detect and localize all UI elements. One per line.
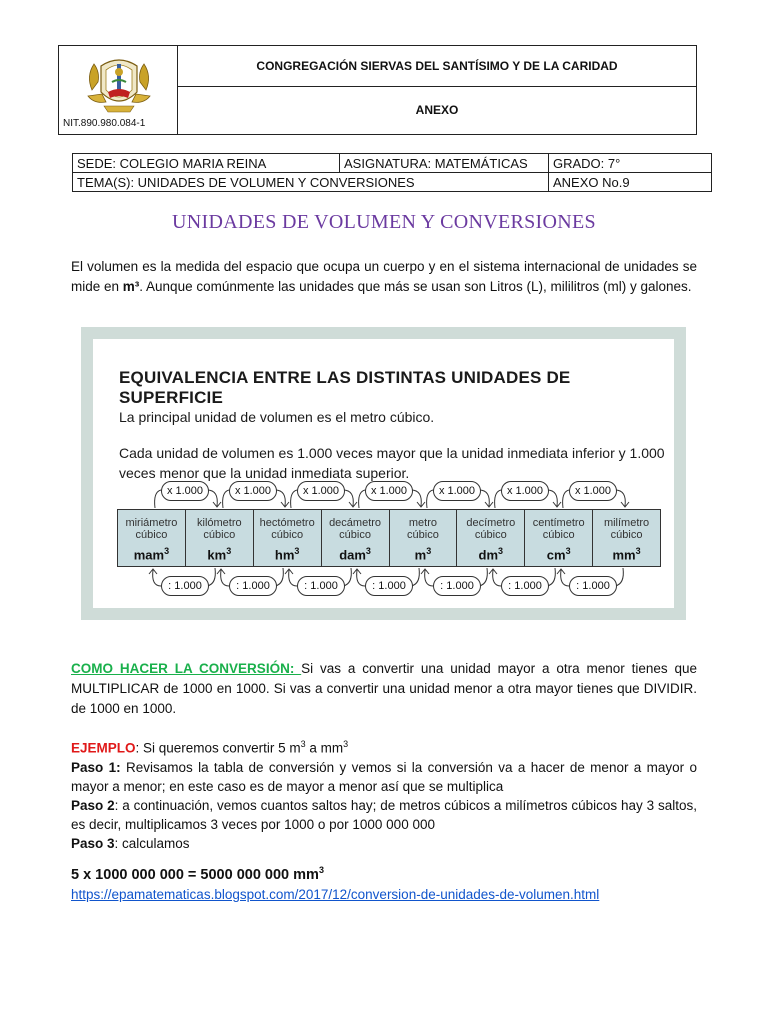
institution-name: CONGREGACIÓN SIERVAS DEL SANTÍSIMO Y DE LA CARIDAD — [178, 46, 696, 87]
unit-name: hectómetro — [259, 517, 315, 529]
step-2-label: Paso 2 — [71, 797, 115, 813]
unit-name: centímetro — [532, 517, 585, 529]
unit-cell-hm — [254, 510, 322, 566]
divide-arrow-head — [489, 569, 501, 586]
multiply-bubble: x 1.000 — [569, 481, 617, 501]
unit-symbol — [457, 545, 524, 561]
step-3-text: : calculamos — [114, 835, 190, 851]
example-block — [71, 735, 697, 853]
unit-name: kilómetro — [197, 517, 242, 529]
example-label: EJEMPLO — [71, 740, 136, 756]
divide-bubble: : 1.000 — [161, 576, 209, 596]
multiply-arrow — [155, 490, 161, 508]
multiply-arrow-head — [411, 490, 425, 507]
figure-line-2: Cada unidad de volumen es 1.000 veces mayor que la unidad inmediata inferior y 1.000 veces menor que la unidad inmediata superior. — [119, 445, 665, 481]
multiply-bubble: x 1.000 — [365, 481, 413, 501]
unit-cubic: cúbico — [135, 529, 168, 541]
multiply-bubble: x 1.000 — [229, 481, 277, 501]
result-exp: 3 — [318, 865, 324, 875]
unit-cubic: cúbico — [542, 529, 575, 541]
unit-cubic: cúbico — [339, 529, 371, 541]
unit-cell-mam — [118, 510, 186, 566]
unit-cell-dm — [457, 510, 525, 566]
divide-arrow-head — [557, 569, 569, 586]
unit-symbol — [593, 545, 660, 561]
step-1 — [71, 758, 697, 796]
divide-bubble: : 1.000 — [433, 576, 481, 596]
multiply-arrow — [427, 490, 433, 508]
unit-symbol-text: hm — [274, 547, 295, 563]
divide-bubble: : 1.000 — [297, 576, 345, 596]
unit-symbol-text: m — [414, 547, 427, 563]
unit-symbol — [254, 545, 321, 561]
step-3 — [71, 834, 697, 853]
divide-arrow-head — [217, 569, 229, 586]
divide-arrow-head — [421, 569, 433, 586]
unit-symbol-text: mm — [612, 547, 636, 563]
intro-unit: m³ — [122, 279, 140, 294]
asignatura-cell: ASIGNATURA: MATEMÁTICAS — [340, 154, 549, 173]
multiply-arrow-head — [343, 490, 357, 507]
unit-symbol-text: dam — [339, 547, 366, 563]
unit-symbol-exp: 3 — [294, 546, 300, 556]
anexo-cell: ANEXO No.9 — [549, 173, 712, 192]
multiply-arrow — [223, 490, 229, 508]
unit-cell-cm — [525, 510, 593, 566]
multiply-bubble: x 1.000 — [433, 481, 481, 501]
divide-arrow-head — [353, 569, 365, 586]
unit-symbol-exp: 3 — [164, 546, 170, 556]
unit-symbol-exp: 3 — [365, 546, 371, 556]
step-1-text: Revisamos la tabla de conversión y vemos si la conversión va a hacer de menor a mayor o mayor a menor; en este caso es de mayor a menor así que se multiplica — [71, 759, 697, 794]
example-line — [71, 735, 697, 758]
unit-symbol — [525, 545, 592, 561]
divide-bubble: : 1.000 — [501, 576, 549, 596]
unit-cubic: cúbico — [203, 529, 236, 541]
unit-cell-km — [186, 510, 254, 566]
unit-cubic: cúbico — [407, 529, 439, 541]
divide-bubble: : 1.000 — [569, 576, 617, 596]
unit-name: milímetro — [603, 517, 650, 529]
intro-text-2: . Aunque comúnmente las unidades que más se usan son Litros (L), mililitros (ml) y galones. — [139, 279, 692, 294]
example-exp-b: 3 — [343, 739, 349, 749]
unit-cell-mm — [593, 510, 660, 566]
conversion-paragraph — [71, 659, 697, 719]
step-2 — [71, 796, 697, 834]
multiply-arrow — [563, 490, 569, 508]
annex-label: ANEXO — [415, 103, 459, 117]
unit-name: decímetro — [466, 517, 516, 529]
unit-symbol-exp: 3 — [426, 546, 432, 556]
unit-symbol — [390, 545, 457, 561]
figure-line-1: La principal unidad de volumen es el metro cúbico. — [119, 409, 435, 425]
unit-symbol-exp: 3 — [498, 546, 504, 556]
unit-symbol — [118, 545, 185, 561]
unit-symbol-exp: 3 — [226, 546, 232, 556]
unit-cell-m — [390, 510, 458, 566]
intro-text-1: El volumen es la medida del espacio que ocupa un cuerpo y en el sistema internacional de unidades se mide en — [71, 259, 697, 294]
divide-bubble: : 1.000 — [365, 576, 413, 596]
unit-cubic: cúbico — [271, 529, 304, 541]
divide-bubble: : 1.000 — [229, 576, 277, 596]
multiply-bubble: x 1.000 — [501, 481, 549, 501]
unit-symbol-exp: 3 — [565, 546, 571, 556]
multiply-arrow-head — [275, 490, 289, 507]
multiply-arrow-head — [207, 490, 221, 507]
multiply-arrow — [495, 490, 501, 508]
result-formula — [71, 865, 324, 883]
unit-name: miriámetro — [125, 517, 178, 529]
multiply-arrow-head — [547, 490, 561, 507]
multiply-arrow-head — [615, 490, 629, 507]
unit-symbol-text: cm — [546, 547, 566, 563]
unit-name: metro — [408, 517, 437, 529]
unit-symbol — [322, 545, 389, 561]
step-1-label: Paso 1: — [71, 759, 121, 775]
unit-symbol — [186, 545, 253, 561]
step-2-text: : a continuación, vemos cuantos saltos hay; de metros cúbicos a milímetros cúbicos hay 3 saltos, es decir, multiplicamos 3 veces por 1000 o por 1000 000 000 — [71, 797, 697, 832]
unit-name: decámetro — [329, 517, 382, 529]
divide-arrow-head — [149, 569, 161, 586]
multiply-bubble: x 1.000 — [161, 481, 209, 501]
unit-symbol-text: dm — [478, 547, 499, 563]
multiply-arrow — [291, 490, 297, 508]
unit-cell-dam — [322, 510, 390, 566]
multiply-arrow-head — [479, 490, 493, 507]
figure-heading: EQUIVALENCIA ENTRE LAS DISTINTAS UNIDADES DE SUPERFICIE — [119, 368, 571, 407]
sede-cell: SEDE: COLEGIO MARIA REINA — [73, 154, 340, 173]
multiply-arrow — [359, 490, 365, 508]
unit-cubic: cúbico — [610, 529, 643, 541]
step-3-label: Paso 3 — [71, 835, 115, 851]
source-link[interactable]: https://epamatematicas.blogspot.com/2017/12/conversion-de-unidades-de-volumen.html — [71, 887, 600, 902]
nit-label: NIT.890.980.084-1 — [63, 118, 146, 129]
grado-cell: GRADO: 7° — [549, 154, 712, 173]
example-exp-a: 3 — [300, 739, 306, 749]
unit-cubic: cúbico — [474, 529, 507, 541]
example-text-a: : Si queremos convertir 5 m — [135, 740, 301, 756]
units-table — [117, 509, 661, 567]
conversion-label: COMO HACER LA CONVERSIÓN: — [71, 661, 302, 676]
result-text: 5 x 1000 000 000 = 5000 000 000 mm — [71, 866, 319, 883]
divide-arrow-head — [285, 569, 297, 586]
page-title: UNIDADES DE VOLUMEN Y CONVERSIONES — [172, 211, 596, 233]
example-text-b: a mm — [305, 740, 344, 756]
unit-symbol-text: km — [207, 547, 227, 563]
unit-symbol-text: mam — [133, 547, 165, 563]
tema-cell: TEMA(S): UNIDADES DE VOLUMEN Y CONVERSIONES — [73, 173, 549, 192]
unit-symbol-exp: 3 — [635, 546, 641, 556]
conversion-text: Si vas a convertir una unidad mayor a otra menor tienes que MULTIPLICAR de 1000 en 1000. Si vas a convertir una unidad menor a otra mayor tienes que DIVIDIR. de 1000 en 1000. — [71, 661, 697, 716]
multiply-bubble: x 1.000 — [297, 481, 345, 501]
